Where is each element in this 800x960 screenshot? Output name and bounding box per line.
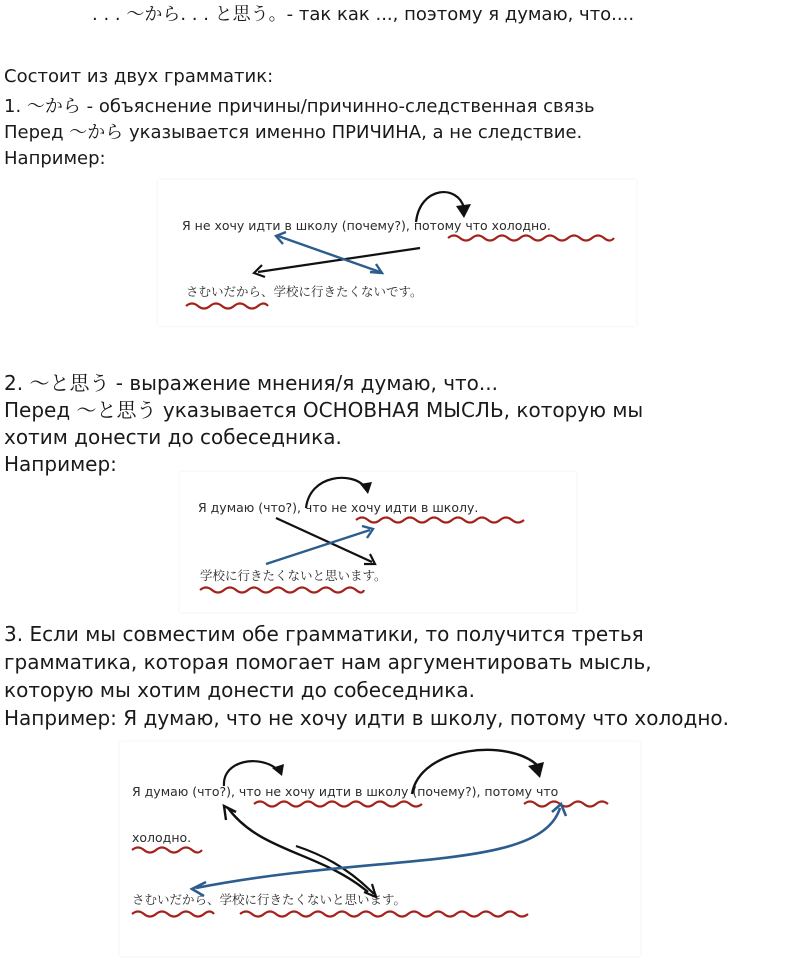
example-1-diagram bbox=[158, 180, 636, 326]
intro-line-1: Состоит из двух грамматик: bbox=[4, 66, 274, 87]
example-3-squiggle-jp-1 bbox=[132, 912, 214, 917]
example-3-curve-arrow-1 bbox=[224, 761, 278, 786]
example-2-squiggle-ru bbox=[356, 518, 524, 523]
example-1-russian: Я не хочу идти в школу (почему?), потому что холодно. bbox=[182, 218, 551, 233]
example-3-squiggle-ru-3 bbox=[132, 848, 202, 853]
example-3-black-arrow-head bbox=[224, 806, 236, 820]
intro-line-4: Например: bbox=[4, 148, 106, 169]
example-3-blue-arrow bbox=[196, 808, 560, 888]
example-2-squiggle-jp bbox=[200, 588, 364, 593]
example-1-japanese: さむいだから、学校に行きたくないです。 bbox=[186, 284, 423, 299]
section2-line-3: хотим донести до собеседника. bbox=[4, 425, 342, 449]
section2-line-2: Перед ～と思う указывается ОСНОВНАЯ МЫСЛЬ, которую мы bbox=[4, 398, 644, 422]
example-2-panel bbox=[180, 472, 576, 612]
section3-line-2: грамматика, которая помогает нам аргументировать мысль, bbox=[4, 650, 652, 674]
section2-line-1: 2. ～と思う - выражение мнения/я думаю, что... bbox=[4, 371, 498, 395]
example-3-panel bbox=[120, 742, 640, 956]
example-2-curve-arrow-head bbox=[360, 482, 372, 494]
section2-line-4: Например: bbox=[4, 452, 117, 476]
example-3-curve-arrow-2-head bbox=[528, 762, 544, 778]
example-3-squiggle-jp-2 bbox=[240, 912, 528, 917]
example-1-black-arrow bbox=[258, 248, 420, 272]
example-3-russian-line-2: холодно. bbox=[132, 830, 192, 845]
section3-line-3: которую мы хотим донести до собеседника. bbox=[4, 678, 475, 702]
page-title: . . . ～から. . . と思う。- так как ..., поэтому я думаю, что.... bbox=[92, 4, 635, 25]
example-3-russian-line-1: Я думаю (что?), что не хочу идти в школу (почему?), потому что bbox=[132, 784, 559, 799]
example-2-japanese: 学校に行きたくないと思います。 bbox=[200, 568, 387, 583]
example-3-squiggle-ru-1 bbox=[254, 802, 422, 807]
example-1-squiggle-ru bbox=[448, 236, 614, 241]
example-3-diagram bbox=[120, 742, 640, 956]
example-3-squiggle-ru-2 bbox=[524, 802, 608, 807]
example-2-russian: Я думаю (что?), что не хочу идти в школу. bbox=[198, 500, 479, 515]
section3-line-1: 3. Если мы совместим обе грамматики, то получится третья bbox=[4, 622, 644, 646]
intro-line-3: Перед ～から указывается именно ПРИЧИНА, а не следствие. bbox=[4, 122, 583, 143]
example-1-panel bbox=[158, 180, 636, 326]
example-1-squiggle-jp bbox=[186, 304, 268, 309]
example-3-japanese: さむいだから、学校に行きたくないと思います。 bbox=[132, 892, 407, 907]
example-1-curve-arrow-head bbox=[456, 204, 471, 218]
intro-line-2: 1. ～から - объяснение причины/причинно-следственная связь bbox=[4, 96, 595, 117]
example-2-diagram bbox=[180, 472, 576, 612]
section3-line-4: Например: Я думаю, что не хочу идти в школу, потому что холодно. bbox=[4, 706, 729, 730]
example-2-blue-arrow bbox=[266, 530, 370, 564]
